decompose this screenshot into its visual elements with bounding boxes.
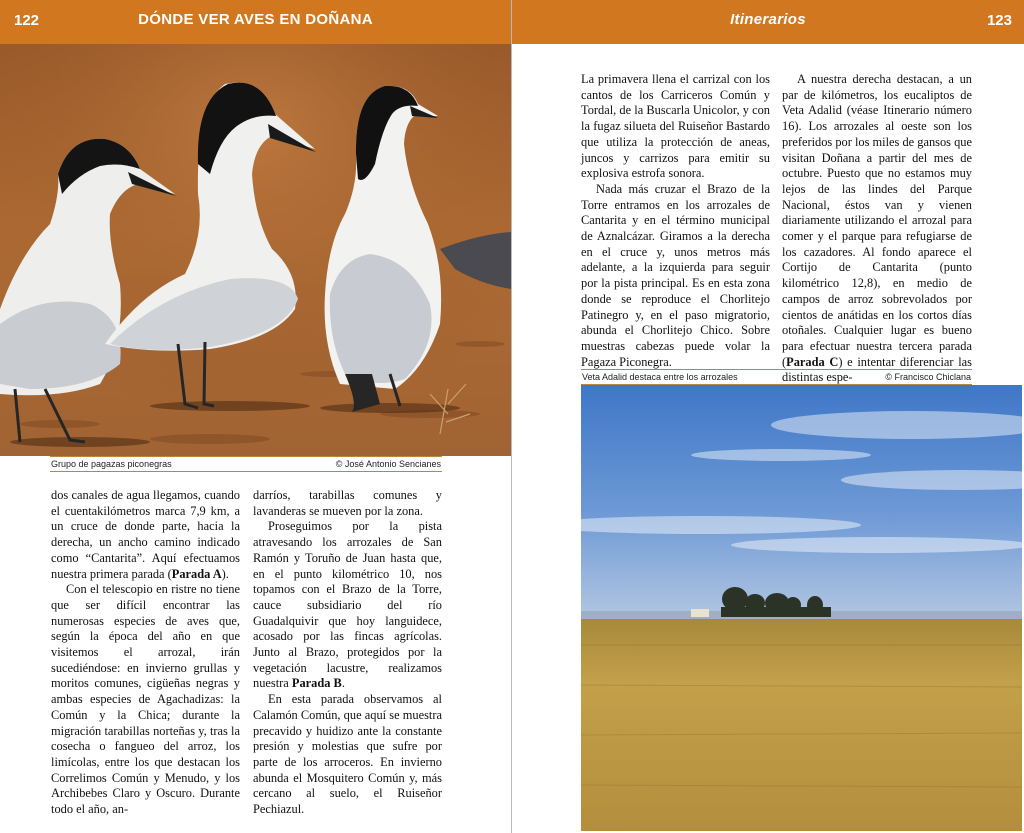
right-page [512, 0, 1024, 833]
page-number: 122 [14, 12, 40, 29]
left-photo-caption [50, 456, 442, 472]
text-run: ). [221, 566, 229, 581]
left-column-1 [51, 488, 240, 818]
paragraph: La primavera llena el carrizal con los cantos de los Carriceros Común y Tordal, de la Buscarla Unicolor, y con la fugaz silueta del Ruiseñor Bastardo que utiliza la protección de aneas, juncos y carrizos para emitir su explosiva estrofa sonora. [581, 72, 770, 181]
text-run: A nuestra derecha destacan, a un par de kilómetros, los eucaliptos de Veta Adalid (véase Itinerario número 16). Los arrozales al oeste son los preferidos por los miles de gansos que visitan Doñana a partir del mes de octubre. Puesto que no estamos muy lejos de las lindes del Parque Nacional, éstos van y vienen diariamente utilizando el arrozal para comer y el parque para refugiarse de los cazadores. Al fondo aparece el Cortijo de Cantarita (punto kilométrico 12,8), en medio de campos de arroz sobrevolados por cientos de anátidas en los cortos días otoñales. Cualquier lugar es bueno para efectuar nuestra tercera parada ( [782, 72, 972, 369]
paragraph: darríos, tarabillas comunes y lavanderas se mueven por la zona. [253, 488, 442, 518]
left-page-header [0, 0, 511, 44]
photo-caption-text: Veta Adalid destaca entre los arrozales [582, 372, 738, 382]
right-photo-caption [581, 369, 972, 385]
text-run: Proseguimos por la pista atravesando los arrozales de San Ramón y Toruño de Juan hasta que, en el punto kilométrico 10, nos topamos con el Brazo de la Torre, cauce subsidiario del río Guadalquivir que hoy languidece, acosado por las fincas agrícolas. Junto al Brazo, protegidos por la vegetación lacustre, realizamos nuestra [253, 519, 442, 691]
photo-credit: © Francisco Chiclana [885, 372, 971, 382]
right-column-1 [581, 72, 770, 370]
terns-photo-art [0, 44, 511, 456]
rice-field-photo-art [581, 385, 1022, 831]
paragraph: En esta parada observamos al Calamón Común, que aquí se muestra precavido y huidizo ante la constante presión y molestias que sufre por parte de los arroceros. En invierno abunda el Mosquitero Común y, más cercano al suelo, el Ruiseñor Pechiazul. [253, 692, 442, 817]
photo-caption-text: Grupo de pagazas piconegras [51, 459, 172, 469]
right-page-header [512, 0, 1024, 44]
running-title: Itinerarios [730, 11, 806, 28]
terns-photo [0, 44, 511, 456]
rice-field-photo [581, 385, 1022, 831]
right-column-2 [782, 72, 972, 386]
running-title: DÓNDE VER AVES EN DOÑANA [138, 11, 373, 28]
text-run: ) e intentar diferenciar las distintas espe- [782, 354, 973, 385]
paragraph [51, 488, 240, 582]
paragraph: Nada más cruzar el Brazo de la Torre entramos en los arrozales de Cantarita y en el término municipal de Aznalcázar. Giramos a la derecha en el cruce y, unos metros más adelante, a la izquierda para seguir por la pista principal. Es en esta zona donde se reproduce el Chorlitejo Patinegro y, en el paso migratorio, abunda el Chorlitejo Chico. Sobre muestras cabezas puede volar la Pagaza Piconegra. [581, 181, 770, 369]
stop-label: Parada A [171, 566, 222, 581]
left-column-2 [253, 488, 442, 818]
stop-label: Parada B [291, 676, 342, 691]
paragraph: Con el telescopio en ristre no tiene que ser difícil encontrar las numerosas especies de aves que, según la época del año en que visitemos el arrozal, irán sucediéndose: en invierno grullas y moritos comunes, cigüeñas negras y ambas especies de Agachadizas: la Común y la Chica; durante la migración tarabillas norteñas y, tras la cosecha o fangueo del arroz, los limícolas, entre los que destacan los Correlimos Común y Menudo, y los Archibebes Claro y Oscuro. Durante todo el año, an- [51, 582, 240, 817]
paragraph [253, 519, 442, 692]
paragraph [782, 72, 972, 386]
photo-credit: © José Antonio Sencianes [335, 459, 441, 469]
page-number: 123 [986, 12, 1012, 29]
stop-label: Parada C [786, 354, 839, 369]
text-run: dos canales de agua llegamos, cuando el cuentakilómetros marca 7,9 km, a un cruce de donde parte, hacia la derecha, un ancho camino indicado como “Cantarita”. Aquí efectuamos nuestra primera parada ( [51, 488, 240, 581]
text-run: . [341, 676, 345, 691]
